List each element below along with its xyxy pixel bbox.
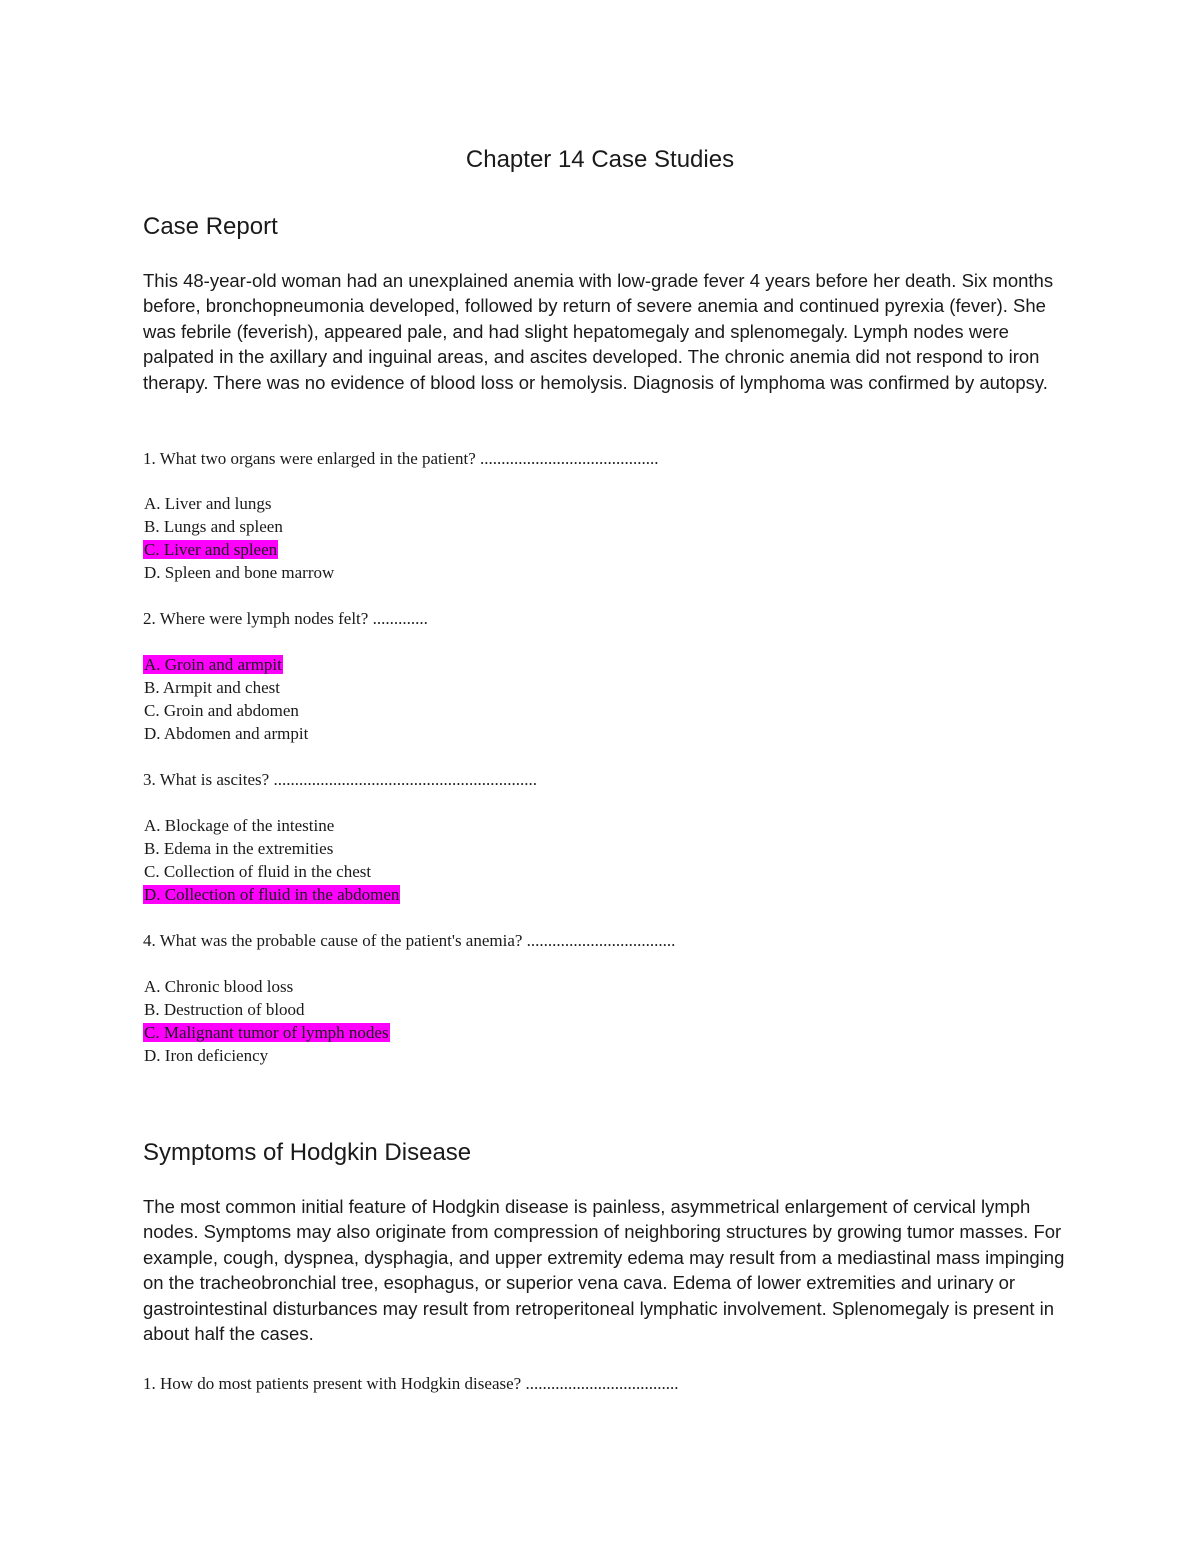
option-1c-highlighted-answer: C. Liver and spleen	[144, 540, 278, 559]
question-4-text: 4. What was the probable cause of the patient's anemia? ...................................	[143, 931, 676, 950]
option-1b: B. Lungs and spleen	[144, 517, 283, 536]
option-2d: D. Abdomen and armpit	[144, 724, 309, 743]
question-2-options	[143, 653, 309, 745]
option-1d: D. Spleen and bone marrow	[144, 563, 335, 582]
option-2c: C. Groin and abdomen	[144, 701, 299, 720]
option-3a: A. Blockage of the intestine	[144, 816, 335, 835]
option-3d-highlighted-answer: D. Collection of fluid in the abdomen	[144, 885, 400, 904]
option-3b: B. Edema in the extremities	[144, 839, 334, 858]
option-3c: C. Collection of fluid in the chest	[144, 862, 372, 881]
question-1-options	[143, 492, 335, 584]
option-1a: A. Liver and lungs	[144, 494, 272, 513]
section-heading-hodgkin-symptoms: Symptoms of Hodgkin Disease	[143, 1139, 472, 1166]
question-1-text: 1. What two organs were enlarged in the patient? ..........................................	[143, 449, 659, 468]
document-title: Chapter 14 Case Studies	[465, 146, 735, 173]
option-4a: A. Chronic blood loss	[144, 977, 294, 996]
hodgkin-question-1-text: 1. How do most patients present with Hodgkin disease? ....................................	[143, 1374, 679, 1393]
hodgkin-symptoms-paragraph: The most common initial feature of Hodgkin disease is painless, asymmetrical enlargement of cervical lymph nodes. Symptoms may also originate from compression of neighboring structures by growing tumor masses. For example, cough, dyspnea, dysphagia, and upper extremity edema may result from a mediastinal mass impinging on the tracheobronchial tree, esophagus, or superior vena cava. Edema of lower extremities and urinary or gastrointestinal disturbances may result from retroperitoneal lymphatic involvement. Splenomegaly is present in about half the cases.	[143, 1196, 1065, 1345]
section-heading-case-report: Case Report	[143, 213, 278, 240]
option-2a-highlighted-answer: A. Groin and armpit	[144, 655, 282, 674]
option-4b: B. Destruction of blood	[144, 1000, 305, 1019]
question-3-options	[143, 814, 400, 906]
option-2b: B. Armpit and chest	[144, 678, 280, 697]
question-2-text: 2. Where were lymph nodes felt? .............	[143, 609, 428, 628]
option-4d: D. Iron deficiency	[144, 1046, 269, 1065]
question-3-text: 3. What is ascites? ..............................................................	[143, 770, 537, 789]
option-4c-highlighted-answer: C. Malignant tumor of lymph nodes	[144, 1023, 389, 1042]
question-4-options	[143, 975, 390, 1067]
case-report-paragraph: This 48-year-old woman had an unexplained anemia with low-grade fever 4 years before her death. Six months before, bronchopneumonia developed, followed by return of severe anemia and continued pyrexia (fever). She was febrile (feverish), appeared pale, and had slight hepatomegaly and splenomegaly. Lymph nodes were palpated in the axillary and inguinal areas, and ascites developed. The chronic anemia did not respond to iron therapy. There was no evidence of blood loss or hemolysis. Diagnosis of lymphoma was confirmed by autopsy.	[143, 270, 1054, 393]
